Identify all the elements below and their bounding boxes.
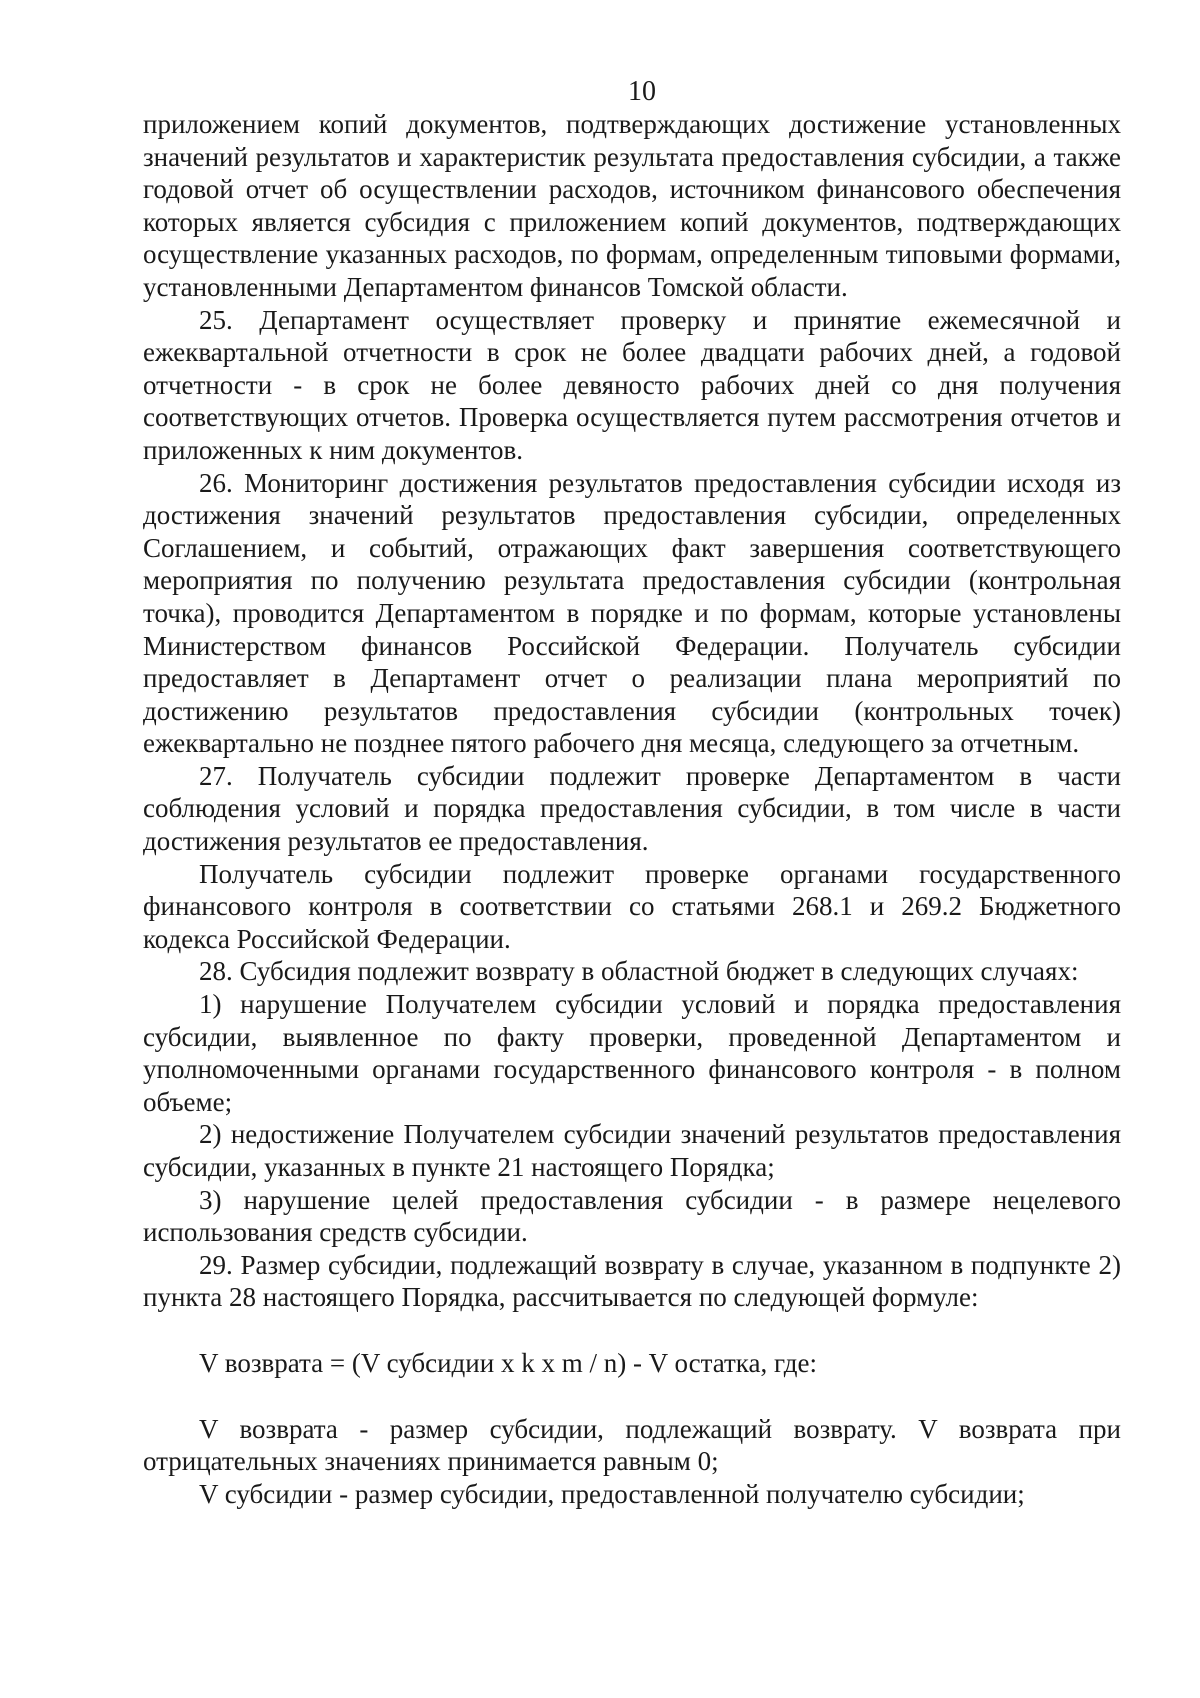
paragraph-continuation: приложением копий документов, подтверждающих достижение установленных значений результатов и характеристик результата предоставления субсидии, а также годовой отчет об осуществлении расходов, источником финансового обеспечения которых является субсидия с приложением копий документов, подтверждающих осуществление указанных расходов, по формам, определенным типовыми формами, установленными Департаментом финансов Томской области. [143, 109, 1121, 302]
paragraph-29: 29. Размер субсидии, подлежащий возврату в случае, указанном в подпункте 2) пункта 28 настоящего Порядка, рассчитывается по следующей формуле: [143, 1249, 1121, 1313]
page-body [143, 72, 1121, 1510]
paragraph-25: 25. Департамент осуществляет проверку и принятие ежемесячной и ежеквартальной отчетности в срок не более двадцати рабочих дней, а годовой отчетности - в срок не более девяносто рабочих дней со дня получения соответствующих отчетов. Проверка осуществляется путем рассмотрения отчетов и приложенных к ним документов. [143, 304, 1121, 465]
formula-definition-refund: V возврата - размер субсидии, подлежащий возврату. V возврата при отрицательных значениях принимается равным 0; [143, 1413, 1121, 1477]
formula-definition-subsidy: V субсидии - размер субсидии, предоставленной получателю субсидии; [199, 1478, 1025, 1509]
document-text [143, 108, 1121, 1510]
paragraph-28-item-1: 1) нарушение Получателем субсидии условий и порядка предоставления субсидии, выявленное по факту проверки, проведенной Департаментом и уполномоченными органами государственного финансового контроля - в полном объеме; [143, 989, 1121, 1117]
paragraph-28-item-2: 2) недостижение Получателем субсидии значений результатов предоставления субсидии, указанных в пункте 21 настоящего Порядка; [143, 1119, 1121, 1182]
paragraph-28-item-3: 3) нарушение целей предоставления субсидии - в размере нецелевого использования средств субсидии. [143, 1184, 1121, 1248]
paragraph-27: 27. Получатель субсидии подлежит проверке Департаментом в части соблюдения условий и порядка предоставления субсидии, в том числе в части достижения результатов ее предоставления. [143, 760, 1121, 857]
refund-formula: V возврата = (V субсидии x k x m / n) - V остатка, где: [199, 1347, 817, 1378]
paragraph-27-control: Получатель субсидии подлежит проверке органами государственного финансового контроля в соответствии со статьями 268.1 и 269.2 Бюджетного кодекса Российской Федерации. [143, 858, 1121, 954]
paragraph-28: 28. Субсидия подлежит возврату в областной бюджет в следующих случаях: [199, 956, 1079, 987]
paragraph-26: 26. Мониторинг достижения результатов предоставления субсидии исходя из достижения значений результатов предоставления субсидии, определенных Соглашением, и событий, отражающих факт завершения соответствующего мероприятия по получению результата предоставления субсидии (контрольная точка), проводится Департаментом в порядке и по формам, которые установлены Министерством финансов Российской Федерации. Получатель субсидии предоставляет в Департамент отчет о реализации плана мероприятий по достижению результатов предоставления субсидии (контрольных точек) ежеквартально не позднее пятого рабочего дня месяца, следующего за отчетным. [143, 467, 1121, 759]
page-number: 10 [628, 76, 656, 107]
